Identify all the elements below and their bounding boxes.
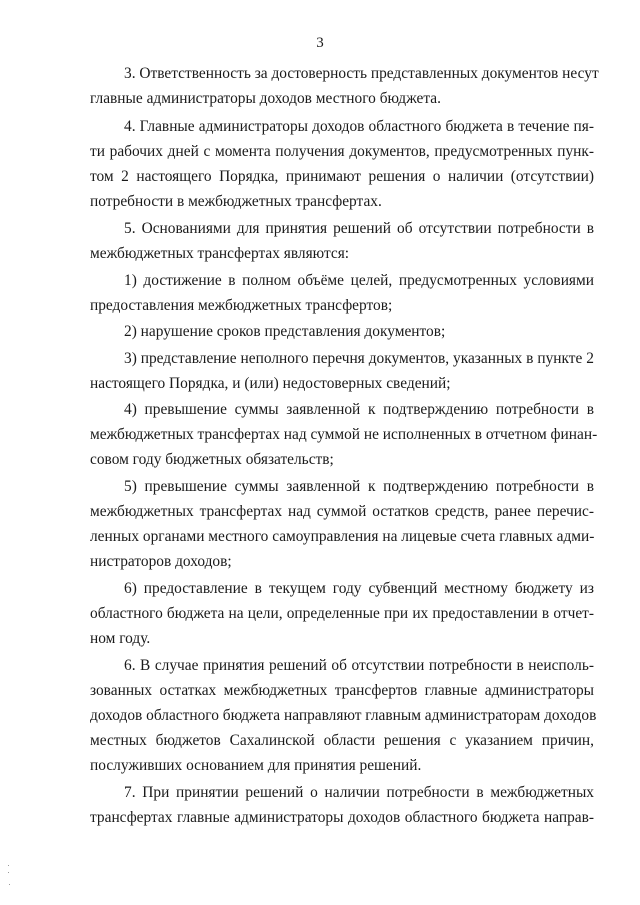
text-line: межбюджетных трансфертах являются:: [90, 245, 350, 262]
text-line: том 2 настоящего Порядка, принимают решения о наличии (отсутствии): [90, 168, 594, 185]
scan-speck: [8, 865, 9, 866]
text-line: настоящего Порядка, и (или) недостоверных сведений;: [90, 375, 451, 392]
text-line: межбюджетных трансфертах над суммой остатков средств, ранее перечис-: [90, 503, 594, 520]
text-line: 7. При принятии решений о наличии потребности в межбюджетных: [124, 784, 594, 801]
text-line: доходов областного бюджета направляют главным администраторам доходов: [90, 707, 597, 724]
text-line: 2) нарушение сроков представления документов;: [124, 323, 446, 340]
page-number: 3: [316, 35, 324, 51]
text-line: ленных органами местного самоуправления на лицевые счета главных адми-: [90, 528, 595, 545]
text-line: зованных остатках межбюджетных трансфертов главные администраторы: [90, 682, 594, 699]
text-line: нистраторов доходов;: [90, 553, 232, 570]
scan-speck: [8, 872, 9, 873]
text-line: совом году бюджетных обязательств;: [90, 451, 334, 468]
text-line: межбюджетных трансфертах над суммой не исполненных в отчетном финан-: [90, 426, 598, 443]
text-line: ном году.: [90, 630, 151, 647]
text-line: послуживших основанием для принятия решений.: [90, 757, 422, 774]
text-line: потребности в межбюджетных трансфертах.: [90, 193, 382, 210]
text-line: 6. В случае принятия решений об отсутствии потребности в неисполь-: [124, 657, 594, 674]
text-line: областного бюджета на цели, определенные при их предоставлении в отчет-: [90, 605, 594, 622]
text-line: местных бюджетов Сахалинской области решения с указанием причин,: [90, 732, 594, 749]
text-line: главные администраторы доходов местного бюджета.: [90, 90, 441, 107]
text-line: 4. Главные администраторы доходов областного бюджета в течение пя-: [124, 118, 594, 135]
text-line: трансфертах главные администраторы доходов областного бюджета направ-: [90, 809, 594, 826]
text-line: 1) достижение в полном объёме целей, предусмотренных условиями: [124, 272, 594, 289]
text-line: 5) превышение суммы заявленной к подтверждению потребности в: [124, 478, 594, 495]
text-line: 3. Ответственность за достоверность представленных документов несут: [124, 65, 599, 82]
text-line: 4) превышение суммы заявленной к подтверждению потребности в: [124, 401, 594, 418]
text-line: 3) представление неполного перечня документов, указанных в пункте 2: [124, 350, 594, 367]
text-line: 6) предоставление в текущем году субвенций местному бюджету из: [124, 580, 594, 597]
text-line: предоставления межбюджетных трансфертов;: [90, 297, 393, 314]
text-line: 5. Основаниями для принятия решений об отсутствии потребности в: [124, 220, 594, 237]
text-line: ти рабочих дней с момента получения документов, предусмотренных пунк-: [90, 143, 594, 160]
scan-speck: [9, 884, 10, 885]
